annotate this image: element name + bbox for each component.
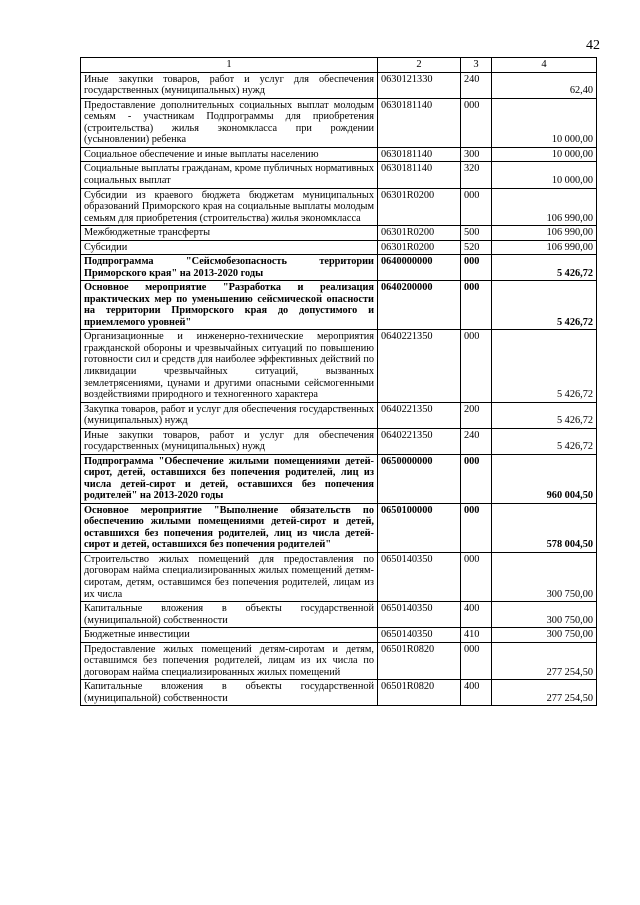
table-row: [81, 680, 597, 706]
page-number: 42: [586, 38, 600, 53]
row-amount: 5 426,72: [492, 330, 597, 402]
row-amount: 5 426,72: [492, 402, 597, 428]
row-amount: 578 004,50: [492, 503, 597, 552]
row-expense-type: 000: [461, 454, 492, 503]
table-header-row: [81, 58, 597, 73]
row-expense-type: 000: [461, 642, 492, 680]
row-expense-type: 400: [461, 680, 492, 706]
row-description: Бюджетные инвестиции: [81, 628, 378, 643]
row-description: Основное мероприятие "Разработка и реализация практических мер по уменьшению сейсмической опасности на территории Приморского края до допустимого и приемлемого уровней": [81, 281, 378, 330]
row-expense-type: 000: [461, 552, 492, 601]
row-amount: 5 426,72: [492, 255, 597, 281]
row-description: Субсидии: [81, 240, 378, 255]
table-row: [81, 330, 597, 402]
row-expense-type: 520: [461, 240, 492, 255]
row-target-code: 06501R0820: [378, 642, 461, 680]
row-target-code: 0640200000: [378, 281, 461, 330]
row-expense-type: 000: [461, 503, 492, 552]
row-amount: 300 750,00: [492, 628, 597, 643]
row-target-code: 0650140350: [378, 628, 461, 643]
budget-table-body: [81, 58, 597, 706]
table-row: [81, 503, 597, 552]
table-row: [81, 402, 597, 428]
row-amount: 277 254,50: [492, 642, 597, 680]
row-amount: 106 990,00: [492, 188, 597, 226]
row-description: Предоставление дополнительных социальных выплат молодым семьям - участникам Подпрограммы для приобретения (строительства) жилья экономкласса при рождении (усыновлении) ребенка: [81, 98, 378, 147]
table-row: [81, 240, 597, 255]
row-amount: 300 750,00: [492, 602, 597, 628]
row-description: Организационные и инженерно-технические мероприятия гражданской обороны и чрезвычайных ситуаций по повышению готовности сил и средств для наиболее эффективных действий по ликвидации чрезвычайных ситуаций, вызванных землетрясениями, цунами и другими опасными сейсмогенными воздействиями природного и техногенного характера: [81, 330, 378, 402]
row-expense-type: 500: [461, 226, 492, 241]
row-target-code: 0640221350: [378, 428, 461, 454]
row-description: Капитальные вложения в объекты государственной (муниципальной) собственности: [81, 680, 378, 706]
column-header-expense-type: 3: [461, 58, 492, 73]
row-target-code: 06301R0200: [378, 240, 461, 255]
row-expense-type: 000: [461, 188, 492, 226]
row-target-code: 06301R0200: [378, 226, 461, 241]
table-row: [81, 642, 597, 680]
table-row: [81, 602, 597, 628]
row-expense-type: 240: [461, 428, 492, 454]
row-target-code: 0630181140: [378, 147, 461, 162]
row-expense-type: 200: [461, 402, 492, 428]
row-expense-type: 300: [461, 147, 492, 162]
table-row: [81, 162, 597, 188]
row-amount: 10 000,00: [492, 147, 597, 162]
row-target-code: 0630121330: [378, 72, 461, 98]
row-target-code: 0650100000: [378, 503, 461, 552]
row-description: Предоставление жилых помещений детям-сиротам и детям, оставшимся без попечения родителей, лицам из их числа по договорам найма специализированных жилых помещений: [81, 642, 378, 680]
table-row: [81, 147, 597, 162]
row-description: Иные закупки товаров, работ и услуг для обеспечения государственных (муниципальных) нужд: [81, 428, 378, 454]
row-target-code: 0630181140: [378, 98, 461, 147]
column-header-amount: 4: [492, 58, 597, 73]
row-target-code: 0650140350: [378, 602, 461, 628]
row-expense-type: 000: [461, 330, 492, 402]
row-expense-type: 000: [461, 255, 492, 281]
row-description: Социальное обеспечение и иные выплаты населению: [81, 147, 378, 162]
row-target-code: 06501R0820: [378, 680, 461, 706]
table-row: [81, 98, 597, 147]
row-description: Иные закупки товаров, работ и услуг для обеспечения государственных (муниципальных) нужд: [81, 72, 378, 98]
row-expense-type: 320: [461, 162, 492, 188]
row-description: Субсидии из краевого бюджета бюджетам муниципальных образований Приморского края на социальные выплаты молодым семьям для приобретения (строительства) жилья экономкласса: [81, 188, 378, 226]
row-description: Подпрограмма "Сейсмобезопасность территории Приморского края" на 2013-2020 годы: [81, 255, 378, 281]
row-amount: 106 990,00: [492, 226, 597, 241]
row-amount: 960 004,50: [492, 454, 597, 503]
row-target-code: 0640221350: [378, 330, 461, 402]
row-target-code: 0650000000: [378, 454, 461, 503]
row-amount: 62,40: [492, 72, 597, 98]
table-row: [81, 255, 597, 281]
row-target-code: 06301R0200: [378, 188, 461, 226]
row-amount: 277 254,50: [492, 680, 597, 706]
table-row: [81, 628, 597, 643]
table-row: [81, 281, 597, 330]
column-header-description: 1: [81, 58, 378, 73]
table-row: [81, 226, 597, 241]
row-amount: 300 750,00: [492, 552, 597, 601]
row-expense-type: 000: [461, 98, 492, 147]
row-description: Социальные выплаты гражданам, кроме публичных нормативных социальных выплат: [81, 162, 378, 188]
row-amount: 10 000,00: [492, 98, 597, 147]
budget-table: [80, 57, 597, 706]
row-description: Капитальные вложения в объекты государственной (муниципальной) собственности: [81, 602, 378, 628]
column-header-code: 2: [378, 58, 461, 73]
row-amount: 10 000,00: [492, 162, 597, 188]
row-amount: 106 990,00: [492, 240, 597, 255]
row-target-code: 0640000000: [378, 255, 461, 281]
row-expense-type: 400: [461, 602, 492, 628]
row-target-code: 0640221350: [378, 402, 461, 428]
table-row: [81, 188, 597, 226]
table-row: [81, 72, 597, 98]
row-description: Строительство жилых помещений для предоставления по договорам найма специализированных жилых помещений детям-сиротам, детям, оставшимся без попечения родителей, лицам из их числа: [81, 552, 378, 601]
table-row: [81, 454, 597, 503]
row-expense-type: 240: [461, 72, 492, 98]
row-expense-type: 410: [461, 628, 492, 643]
row-description: Основное мероприятие "Выполнение обязательств по обеспечению жилыми помещениями детей-сирот и детей, оставшихся без попечения родителей, лиц из числа детей-сирот и детей, оставшихся без попечения родителей": [81, 503, 378, 552]
row-description: Подпрограмма "Обеспечение жилыми помещениями детей-сирот, детей, оставшихся без попечения родителей, лиц из числа детей-сирот и детей, оставшихся без попечения родителей" на 2013-2020 годы: [81, 454, 378, 503]
row-target-code: 0650140350: [378, 552, 461, 601]
row-description: Межбюджетные трансферты: [81, 226, 378, 241]
row-description: Закупка товаров, работ и услуг для обеспечения государственных (муниципальных) нужд: [81, 402, 378, 428]
row-expense-type: 000: [461, 281, 492, 330]
row-amount: 5 426,72: [492, 281, 597, 330]
row-target-code: 0630181140: [378, 162, 461, 188]
row-amount: 5 426,72: [492, 428, 597, 454]
table-row: [81, 552, 597, 601]
table-row: [81, 428, 597, 454]
